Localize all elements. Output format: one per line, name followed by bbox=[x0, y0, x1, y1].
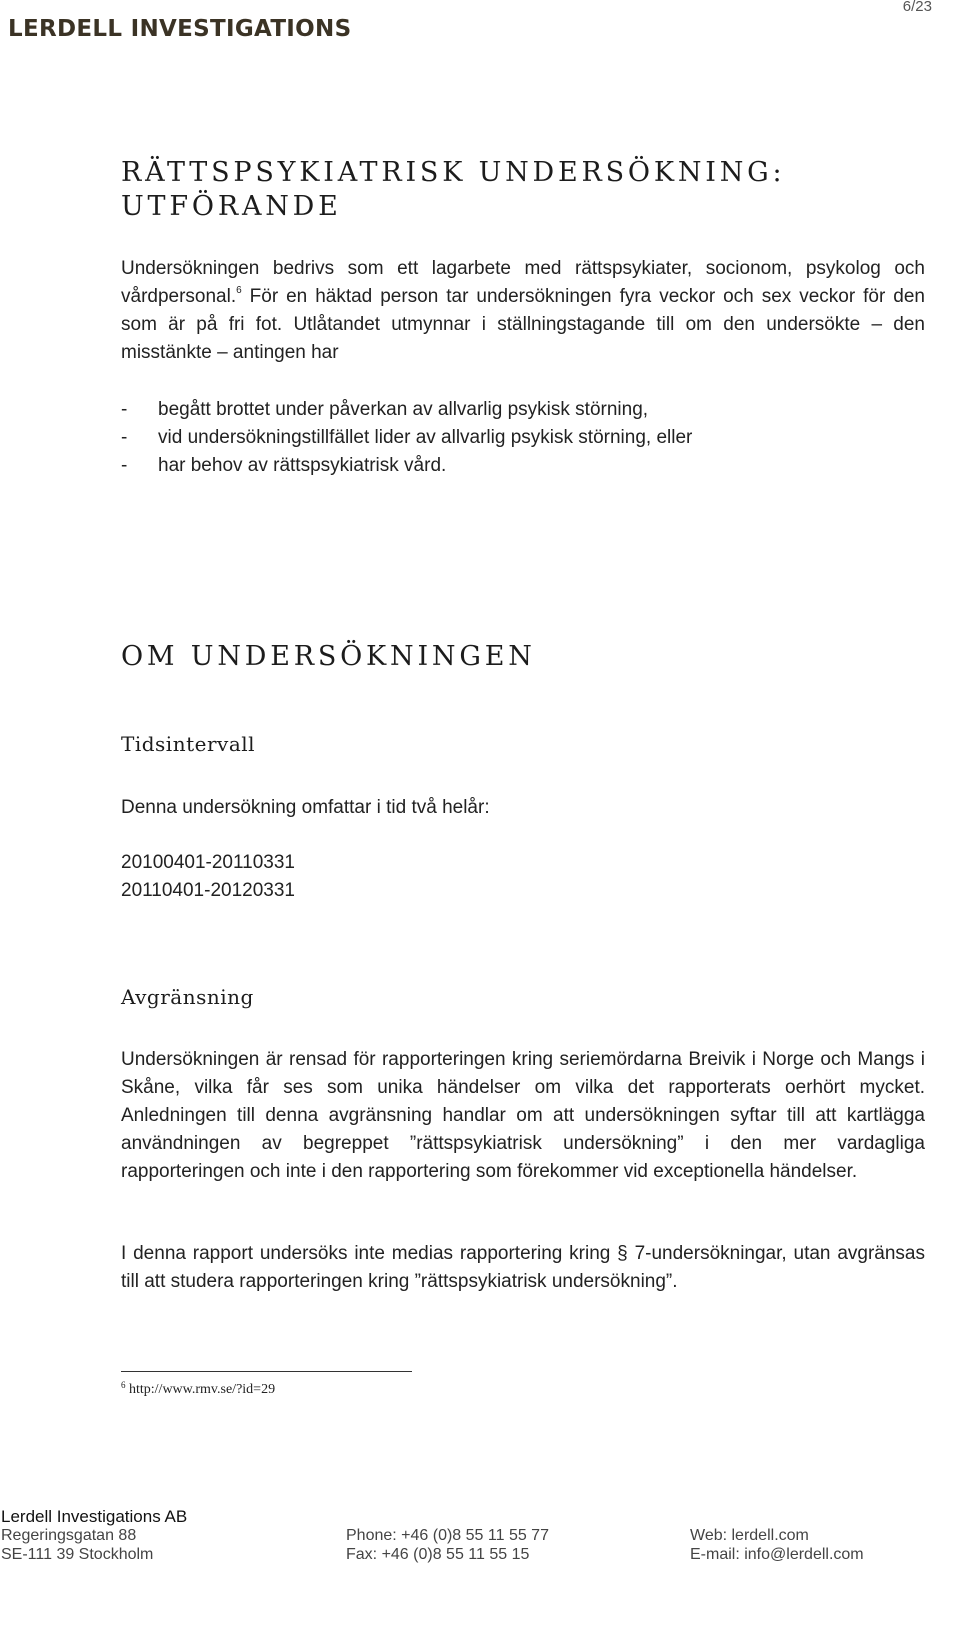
list-item-text: begått brottet under påverkan av allvarlig psykisk störning, bbox=[158, 399, 649, 420]
period-1: 20100401-20110331 bbox=[121, 852, 295, 873]
intro-text-end: För en häktad person tar undersökningen fyra veckor och sex veckor för den som är på fri fot. Utlåtandet utmynnar i ställningstagande till om den undersökte – den misstänkte – antingen har bbox=[121, 286, 925, 363]
avgransning-paragraph-1: Undersökningen är rensad för rapporteringen kring seriemördarna Breivik i Norge och Mangs i Skåne, vilka får ses som unika händelser om vilka det rapporterats oerhört mycket. Anledningen till denna avgränsning handlar om att undersökningen syftar till att kartlägga användningen av begreppet ”rättspsykiatrisk undersökning” i den mer vardagliga rapporteringen och inte i den rapportering som förekommer vid exceptionella händelser. bbox=[121, 1049, 925, 1182]
intro-text-start: Undersökningen bedrivs som ett lagarbete med rättspsykiater, socionom, psykolog och vårdpersonal. bbox=[121, 258, 925, 307]
page-number: 6/23 bbox=[902, 0, 932, 15]
period-list bbox=[121, 849, 925, 905]
footer-web-link[interactable]: Web: lerdell.com bbox=[690, 1527, 809, 1544]
footer-fax: Fax: +46 (0)8 55 11 55 15 bbox=[346, 1546, 530, 1563]
footnote-divider bbox=[121, 1371, 412, 1372]
list-item bbox=[121, 396, 925, 424]
footer-company-name: Lerdell Investigations AB bbox=[1, 1507, 188, 1526]
footnote-link[interactable]: http://www.rmv.se/?id=29 bbox=[125, 1382, 276, 1397]
section-title-line-2: UTFÖRANDE bbox=[121, 191, 342, 222]
footnote-number: 6 bbox=[121, 1380, 126, 1390]
avgransning-paragraph-2: I denna rapport undersöks inte medias rapportering kring § 7-undersökningar, utan avgränsas till att studera rapporteringen kring ”rättspsykiatrisk undersökning”. bbox=[121, 1243, 925, 1292]
list-item-text: vid undersökningstillfället lider av allvarlig psykisk störning, eller bbox=[158, 427, 693, 448]
footnote bbox=[121, 1382, 275, 1398]
bullet-dash: - bbox=[121, 427, 128, 448]
company-logo-text: LERDELL INVESTIGATIONS bbox=[8, 16, 352, 42]
subheading-tidsintervall: Tidsintervall bbox=[121, 732, 256, 756]
criteria-list bbox=[121, 396, 925, 480]
footer-address-city: SE-111 39 Stockholm bbox=[1, 1546, 154, 1563]
period-2: 20110401-20120331 bbox=[121, 880, 295, 901]
bullet-dash: - bbox=[121, 399, 128, 420]
intro-paragraph bbox=[121, 255, 925, 367]
tidsintervall-text: Denna undersökning omfattar i tid två helår: bbox=[121, 797, 490, 818]
footnote-reference: 6 bbox=[236, 285, 242, 296]
section-title-line-1: RÄTTSPSYKIATRISK UNDERSÖKNING: bbox=[121, 157, 786, 188]
list-item-text: har behov av rättspsykiatrisk vård. bbox=[158, 455, 447, 476]
section-title-om-undersokningen: OM UNDERSÖKNINGEN bbox=[121, 641, 536, 672]
footer-phone: Phone: +46 (0)8 55 11 55 77 bbox=[346, 1527, 549, 1544]
footer-email-link[interactable]: E-mail: info@lerdell.com bbox=[690, 1546, 864, 1563]
bullet-dash: - bbox=[121, 455, 128, 476]
subheading-avgransning: Avgränsning bbox=[121, 985, 254, 1009]
footer-address-street: Regeringsgatan 88 bbox=[1, 1527, 137, 1544]
list-item bbox=[121, 452, 925, 480]
section-title-utforande bbox=[121, 156, 785, 224]
list-item bbox=[121, 424, 925, 452]
